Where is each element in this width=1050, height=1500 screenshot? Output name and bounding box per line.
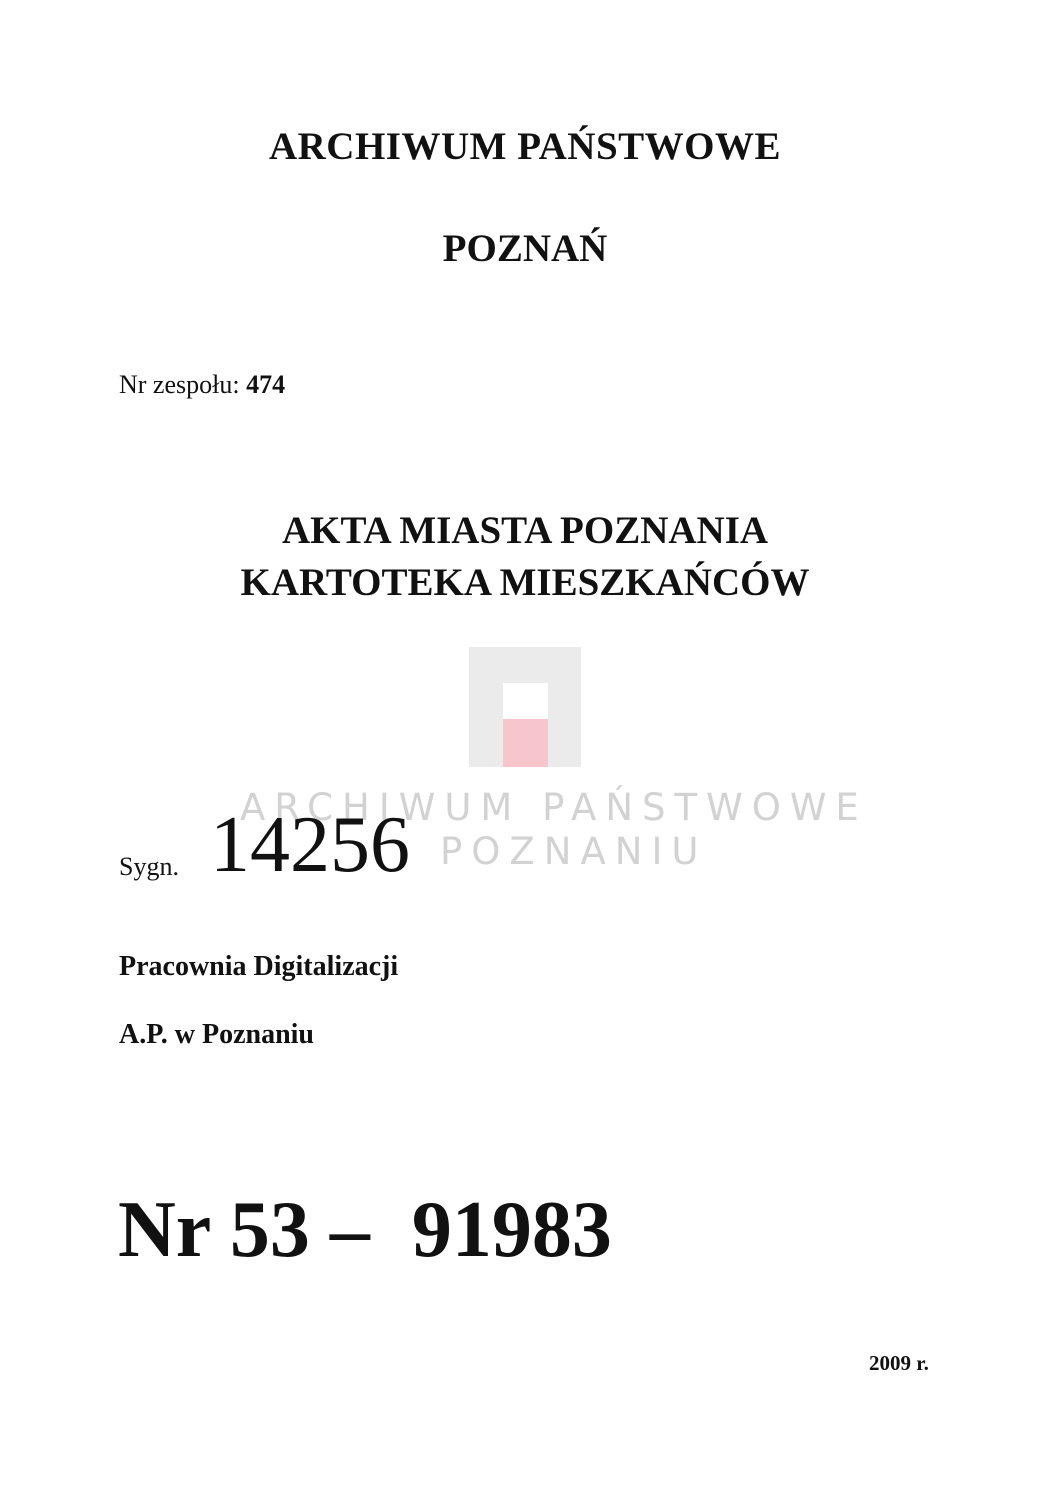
city-title: POZNAŃ xyxy=(442,227,608,270)
studio-name: Pracownia Digitalizacji xyxy=(119,951,399,982)
collection-title-line2: KARTOTEKA MIESZKAŃCÓW xyxy=(240,561,810,604)
watermark-logo-white-field xyxy=(503,683,548,719)
year: 2009 r. xyxy=(869,1351,929,1375)
collection-title-line1: AKTA MIASTA POZNANIA xyxy=(281,509,769,552)
watermark-text-line2: POZNANIU xyxy=(440,830,708,873)
range-prefix: Nr 53 xyxy=(118,1186,310,1274)
number-range xyxy=(118,1185,612,1276)
collection-title xyxy=(0,505,1050,609)
archive-title: ARCHIWUM PAŃSTWOWE xyxy=(268,125,782,168)
fond-number-line xyxy=(119,370,285,400)
range-dash: – xyxy=(329,1186,370,1274)
institution-name: A.P. w Poznaniu xyxy=(119,1019,315,1050)
fond-number: 474 xyxy=(246,370,286,399)
signature-label: Sygn. xyxy=(119,852,179,881)
watermark-logo-red-field xyxy=(503,719,548,767)
fond-label: Nr zespołu: xyxy=(119,370,240,399)
watermark-text-line1: ARCHIWUM PAŃSTWOWE xyxy=(240,786,868,829)
watermark-logo xyxy=(469,647,581,767)
range-end: 91983 xyxy=(411,1186,612,1274)
signature-value: 14256 xyxy=(210,801,410,889)
